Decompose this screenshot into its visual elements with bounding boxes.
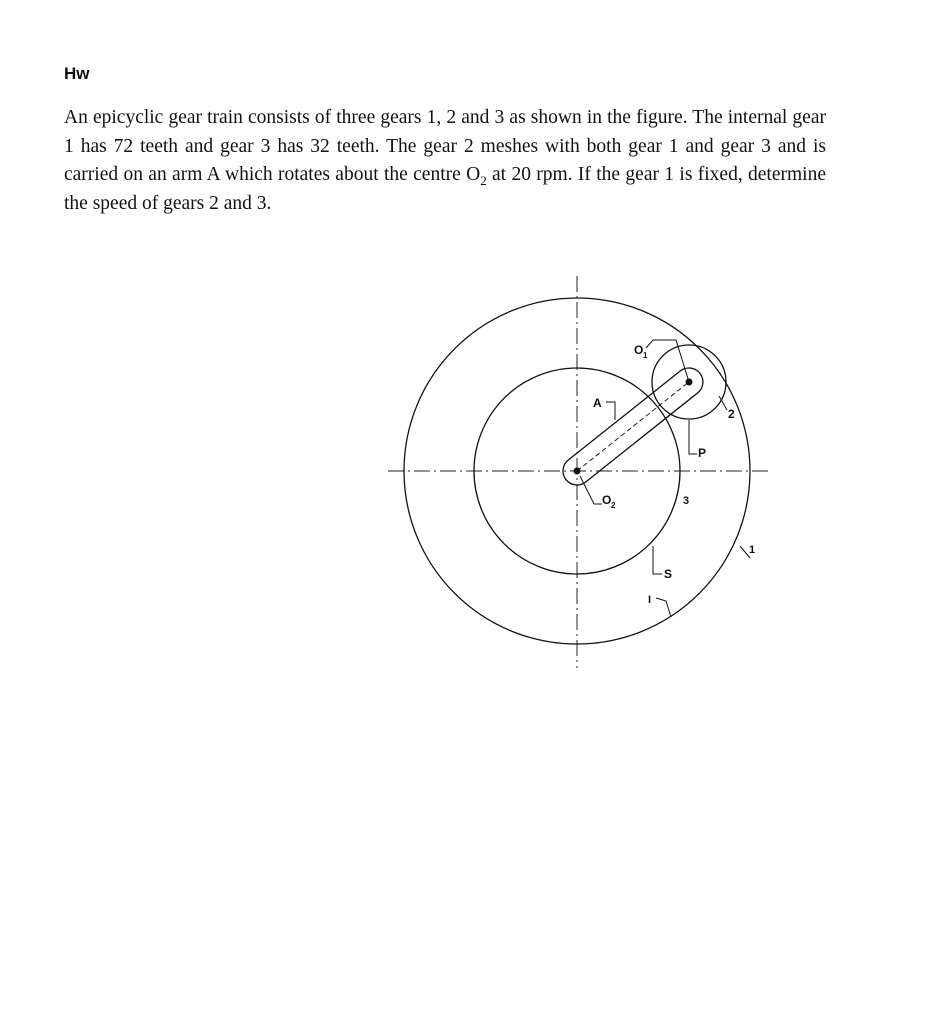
problem-statement bbox=[64, 104, 826, 218]
label-s: S bbox=[664, 567, 673, 581]
label-gear-1: 1 bbox=[749, 544, 756, 556]
i-leader bbox=[656, 598, 671, 617]
label-a: A bbox=[593, 396, 602, 410]
problem-text-part1: An epicyclic gear train consists of three gears 1, 2 and 3 as shown in the figure. The internal gear 1 has 72 teeth and gear 3 has 32 teeth. The gear 2 meshes with both gear 1 and gear 3 and is carried on an arm A which rotates about the centre O bbox=[64, 107, 826, 185]
problem-subscript: 2 bbox=[480, 172, 487, 188]
label-p: P bbox=[698, 446, 707, 460]
epicyclic-gear-figure bbox=[370, 268, 780, 668]
problem-text-part2: at 20 rpm. If the gear 1 is fixed, determine the speed of gears 2 and 3. bbox=[64, 164, 826, 214]
p-leader bbox=[689, 420, 697, 454]
a-leader bbox=[606, 402, 615, 420]
label-o2-sub: 2 bbox=[611, 501, 616, 510]
label-i: I bbox=[648, 594, 652, 606]
heading: Hw bbox=[64, 64, 90, 83]
label-o2: O bbox=[602, 493, 612, 507]
o2-leader bbox=[580, 476, 602, 504]
label-gear-3: 3 bbox=[683, 495, 690, 507]
label-o1-sub: 1 bbox=[643, 351, 648, 360]
label-gear-2: 2 bbox=[728, 407, 735, 421]
label-o1: O bbox=[634, 343, 644, 357]
o2-pivot bbox=[574, 468, 581, 475]
s-leader bbox=[653, 546, 662, 574]
